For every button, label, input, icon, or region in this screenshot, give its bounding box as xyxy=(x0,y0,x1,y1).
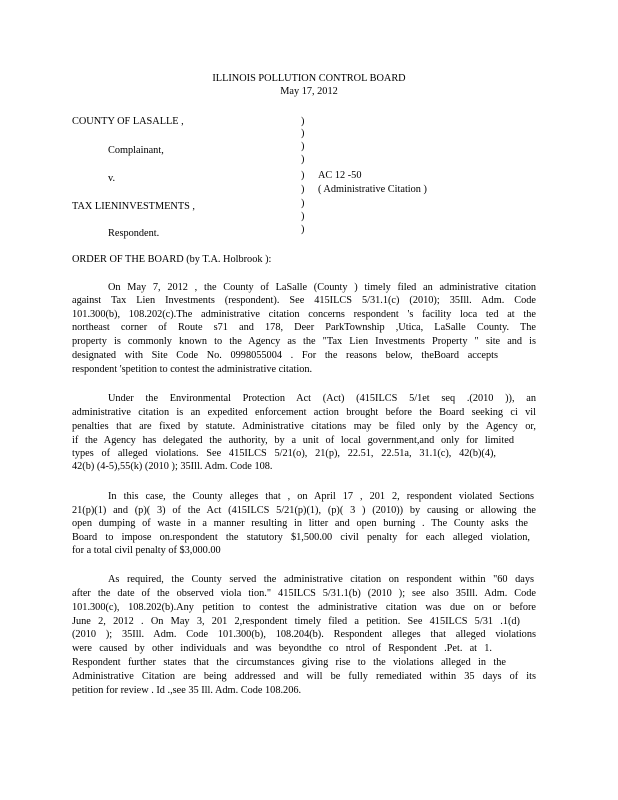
paragraph-line: types of alleged violations. See 415ILCS 5/21(o), 21(p), 22.51, 22.51a, 31.1(c), 42(b)(4), xyxy=(72,448,496,459)
respondent-role: Respondent. xyxy=(108,228,160,239)
versus: v. xyxy=(108,173,116,184)
paragraph-line: 42(b) (4-5),55(k) (2010 ); 35Ill. Adm. Code 108. xyxy=(72,461,273,472)
paragraph-line: against Tax Lien Investments (respondent). See 415ILCS 5/31.1(c) (2010); 35Ill. Adm. Code xyxy=(72,295,536,306)
caption-paren: ) xyxy=(301,170,305,181)
paragraph-line: Administrative Citation are being addressed and will be fully remediated within 35 days of its xyxy=(72,671,536,682)
paragraph-line: for a total civil penalty of $3,000.00 xyxy=(72,545,221,556)
paragraph-line: Under the Environmental Protection Act (Act) (415ILCS 5/1et seq .(2010 )), an xyxy=(108,393,536,404)
paragraph-line: As required, the County served the administrative citation on respondent within "60 days xyxy=(108,574,534,585)
petitioner-name: COUNTY OF LASALLE , xyxy=(72,116,184,127)
paragraph-line: administrative citation is an expedited enforcement action brought before the Board seeking ci vil xyxy=(72,407,536,418)
paragraph-line: penalties that are fixed by statute. Administrative citations may be filed only by the Agency or, xyxy=(72,421,536,432)
paragraph-line: property is commonly known to the Agency as the "Tax Lien Investments Property " site and is xyxy=(72,336,536,347)
paragraph-line: 101.300(c), 108.202(b).Any petition to contest the administrative citation was due on or before xyxy=(72,602,536,613)
paragraph-line: Respondent further states that the circumstances giving rise to the violations alleged in the xyxy=(72,657,506,668)
paragraph-line: On May 7, 2012 , the County of LaSalle (County ) timely filed an administrative citation xyxy=(108,282,536,293)
caption-paren: ) xyxy=(301,198,305,209)
paragraph-line: Board to impose on.respondent the statutory $1,500.00 civil penalty for each alleged violation, xyxy=(72,532,530,543)
agency-title: ILLINOIS POLLUTION CONTROL BOARD xyxy=(212,73,406,84)
paragraph-line: designated with Site Code No. 0998055004 . For the reasons below, theBoard accepts xyxy=(72,350,498,361)
order-date: May 17, 2012 xyxy=(280,86,338,97)
respondent-name: TAX LIENINVESTMENTS , xyxy=(72,201,196,212)
caption-paren: ) xyxy=(301,116,305,127)
paragraph-line: In this case, the County alleges that , on April 17 , 201 2, respondent violated Sections xyxy=(108,491,534,502)
caption-paren: ) xyxy=(301,184,305,195)
paragraph-line: open dumping of waste in a manner resulting in litter and open burning . The County asks the xyxy=(72,518,528,529)
paragraph-line: northeast corner of Route s71 and 178, Deer ParkTownship ,Utica, LaSalle County. The xyxy=(72,322,536,333)
paragraph-line: respondent 'spetition to contest the administrative citation. xyxy=(72,364,313,375)
paragraph-line: 101.300(b), 108.202(c).The administrative citation concerns respondent 's facility loca ted at the xyxy=(72,309,536,320)
paragraph-line: 21(p)(1) and (p)( 3) of the Act (415ILCS 5/21(p)(1), (p)( 3 ) (2010)) by causing or allowing the xyxy=(72,505,536,516)
caption-paren: ) xyxy=(301,128,305,139)
paragraph-line: after the date of the observed viola tion." 415ILCS 5/31.1(b) (2010 ); see also 35Ill. Adm. Code xyxy=(72,588,536,599)
order-heading: ORDER OF THE BOARD (by T.A. Holbrook ): xyxy=(72,254,272,265)
paragraph-line: (2010 ); 35Ill. Adm. Code 101.300(b), 108.204(b). Respondent alleges that alleged violations xyxy=(72,629,536,640)
caption-paren: ) xyxy=(301,154,305,165)
case-type: ( Administrative Citation ) xyxy=(318,184,427,195)
petitioner-role: Complainant, xyxy=(108,145,164,156)
paragraph-line: were caused by other individuals and was beyondthe co ntrol of Respondent .Pet. at 1. xyxy=(72,643,492,654)
paragraph-line: June 2, 2012 . On May 3, 201 2,respondent timely filed a petition. See 415ILCS 5/31 .1(d) xyxy=(72,616,520,627)
case-number: AC 12 -50 xyxy=(318,170,362,181)
paragraph-line: if the Agency has delegated the authority, by a unit of local government,and only for limited xyxy=(72,435,514,446)
paragraph-line: petition for review . Id .,see 35 Ill. Adm. Code 108.206. xyxy=(72,685,302,696)
caption-paren: ) xyxy=(301,141,305,152)
caption-paren: ) xyxy=(301,211,305,222)
caption-paren: ) xyxy=(301,224,305,235)
